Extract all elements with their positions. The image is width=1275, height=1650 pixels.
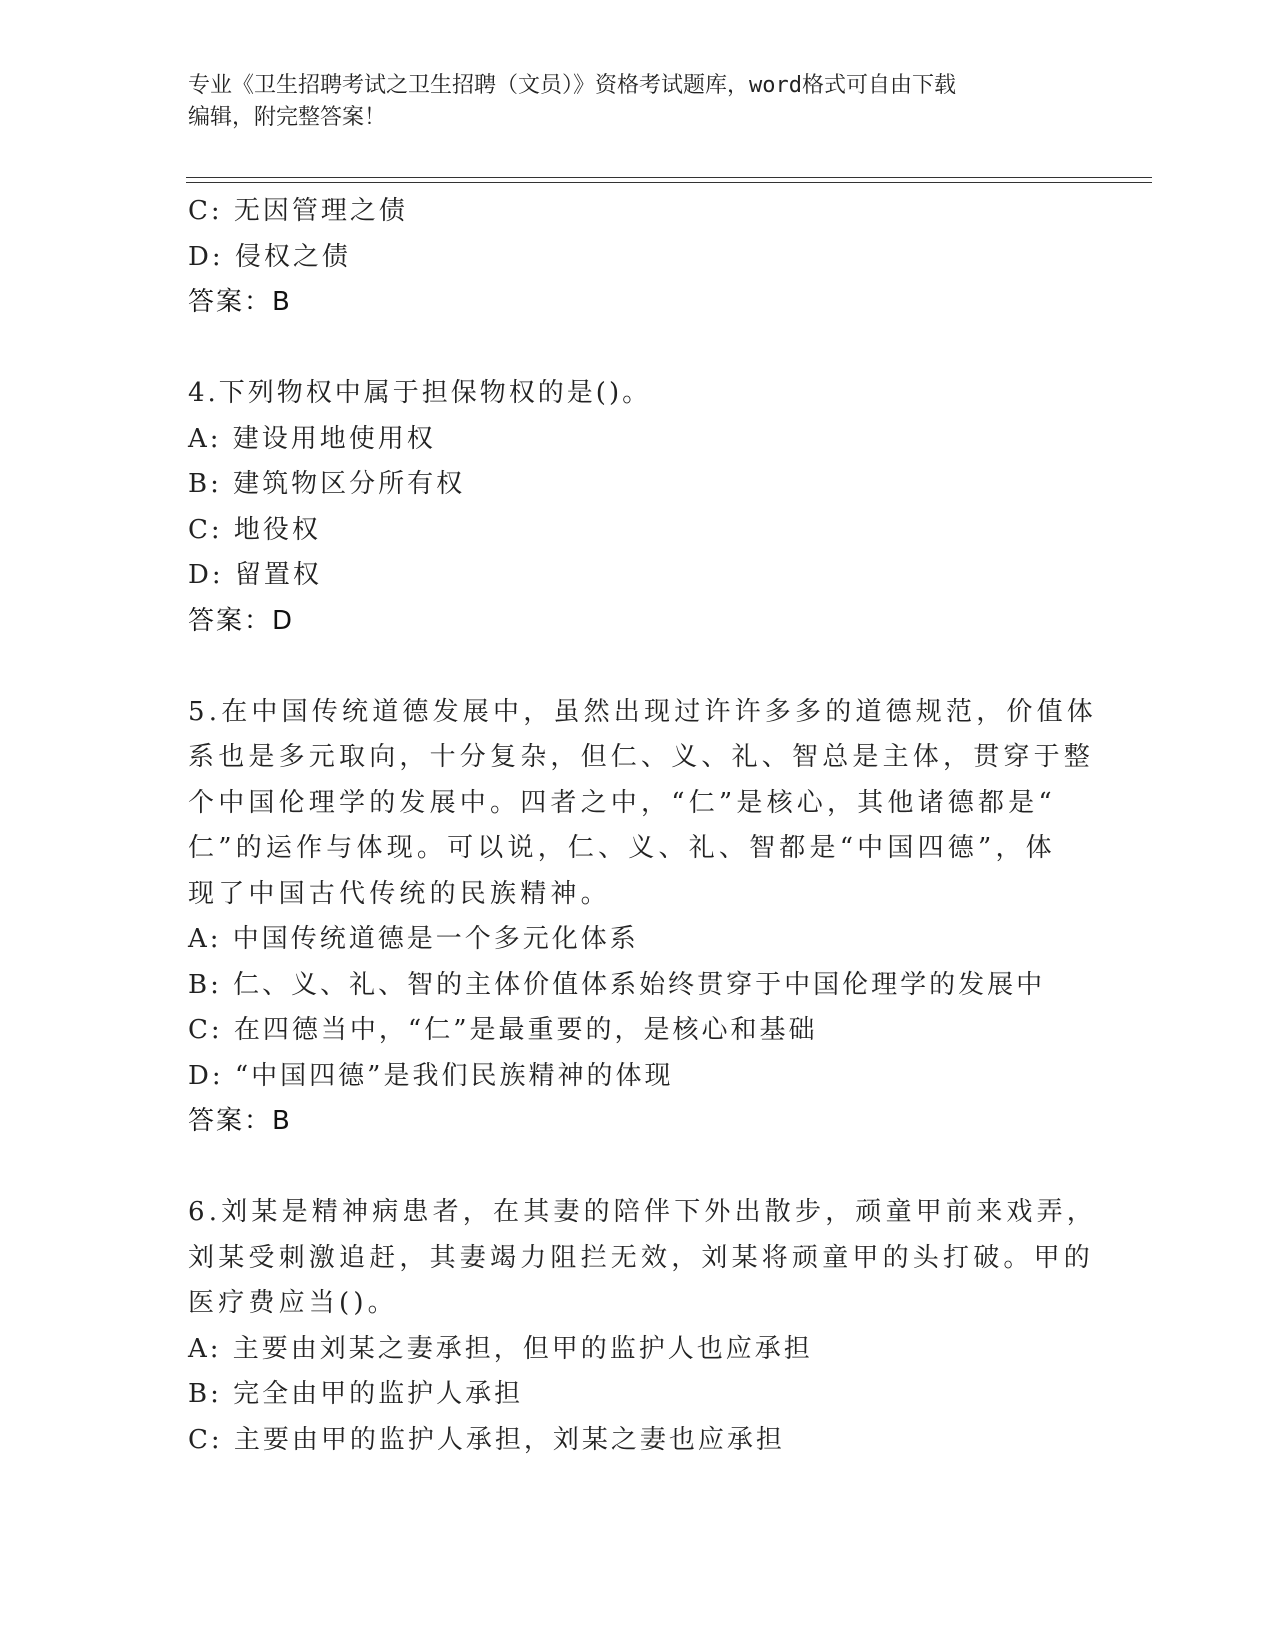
option-d: D: “中国四德”是我们民族精神的体现 bbox=[188, 1060, 674, 1091]
question-text: 4.下列物权中属于担保物权的是()。 bbox=[188, 378, 652, 408]
option-a: A: 主要由刘某之妻承担，但甲的监护人也应承担 bbox=[188, 1333, 813, 1364]
question-line: 刘某受刺激追赶，其妻竭力阻拦无效，刘某将顽童甲的头打破。甲的 bbox=[188, 1242, 1095, 1273]
option-b: B: 完全由甲的监护人承担 bbox=[188, 1379, 524, 1409]
question-line: 现了中国古代传统的民族精神。 bbox=[188, 878, 611, 909]
option-c: C: 在四德当中，“仁”是最重要的，是核心和基础 bbox=[188, 1015, 818, 1045]
question-line: 6.刘某是精神病患者，在其妻的陪伴下外出散步，顽童甲前来戏弄， bbox=[188, 1197, 1098, 1227]
question-line: 系也是多元取向，十分复杂，但仁、义、礼、智总是主体，贯穿于整 bbox=[188, 742, 1095, 772]
option-a: A: 中国传统道德是一个多元化体系 bbox=[188, 924, 639, 954]
answer: 答案：B bbox=[188, 1106, 292, 1136]
spacer bbox=[188, 1145, 1068, 1191]
header-line-1: 专业《卫生招聘考试之卫生招聘（文员）》资格考试题库，word格式可自由下载 bbox=[188, 73, 956, 98]
option-b: B: 建筑物区分所有权 bbox=[188, 469, 466, 499]
question-6 bbox=[188, 1190, 1098, 1463]
spacer bbox=[188, 326, 1068, 372]
answer: 答案：B bbox=[188, 287, 292, 317]
question-text bbox=[188, 1190, 1098, 1327]
option-d: D: 留置权 bbox=[188, 560, 322, 590]
question-5 bbox=[188, 690, 1098, 1145]
header-rule-top bbox=[186, 177, 1152, 178]
spacer bbox=[188, 644, 1068, 690]
question-line: 仁”的运作与体现。可以说，仁、义、礼、智都是“中国四德”，体 bbox=[188, 833, 1056, 863]
option-d: D: 侵权之债 bbox=[188, 241, 351, 272]
question-4 bbox=[188, 371, 1068, 644]
question-line: 个中国伦理学的发展中。四者之中，“仁”是核心，其他诸德都是“ bbox=[188, 787, 1056, 818]
question-content bbox=[188, 189, 1098, 1463]
option-c: C: 地役权 bbox=[188, 514, 321, 545]
question-line: 医疗费应当()。 bbox=[188, 1288, 398, 1318]
answer: 答案：D bbox=[188, 605, 295, 636]
document-header bbox=[188, 70, 1088, 134]
header-rule-bottom bbox=[186, 182, 1152, 183]
question-3-tail bbox=[188, 189, 1068, 326]
question-text bbox=[188, 690, 1098, 918]
option-c: C: 无因管理之债 bbox=[188, 196, 408, 226]
option-b: B: 仁、义、礼、智的主体价值体系始终贯穿于中国伦理学的发展中 bbox=[188, 969, 1046, 1000]
question-line: 5.在中国传统道德发展中，虽然出现过许许多多的道德规范，价值体 bbox=[188, 696, 1098, 727]
option-c: C: 主要由甲的监护人承担，刘某之妻也应承担 bbox=[188, 1424, 785, 1455]
header-line-2: 编辑，附完整答案！ bbox=[188, 105, 387, 130]
option-a: A: 建设用地使用权 bbox=[188, 423, 436, 454]
